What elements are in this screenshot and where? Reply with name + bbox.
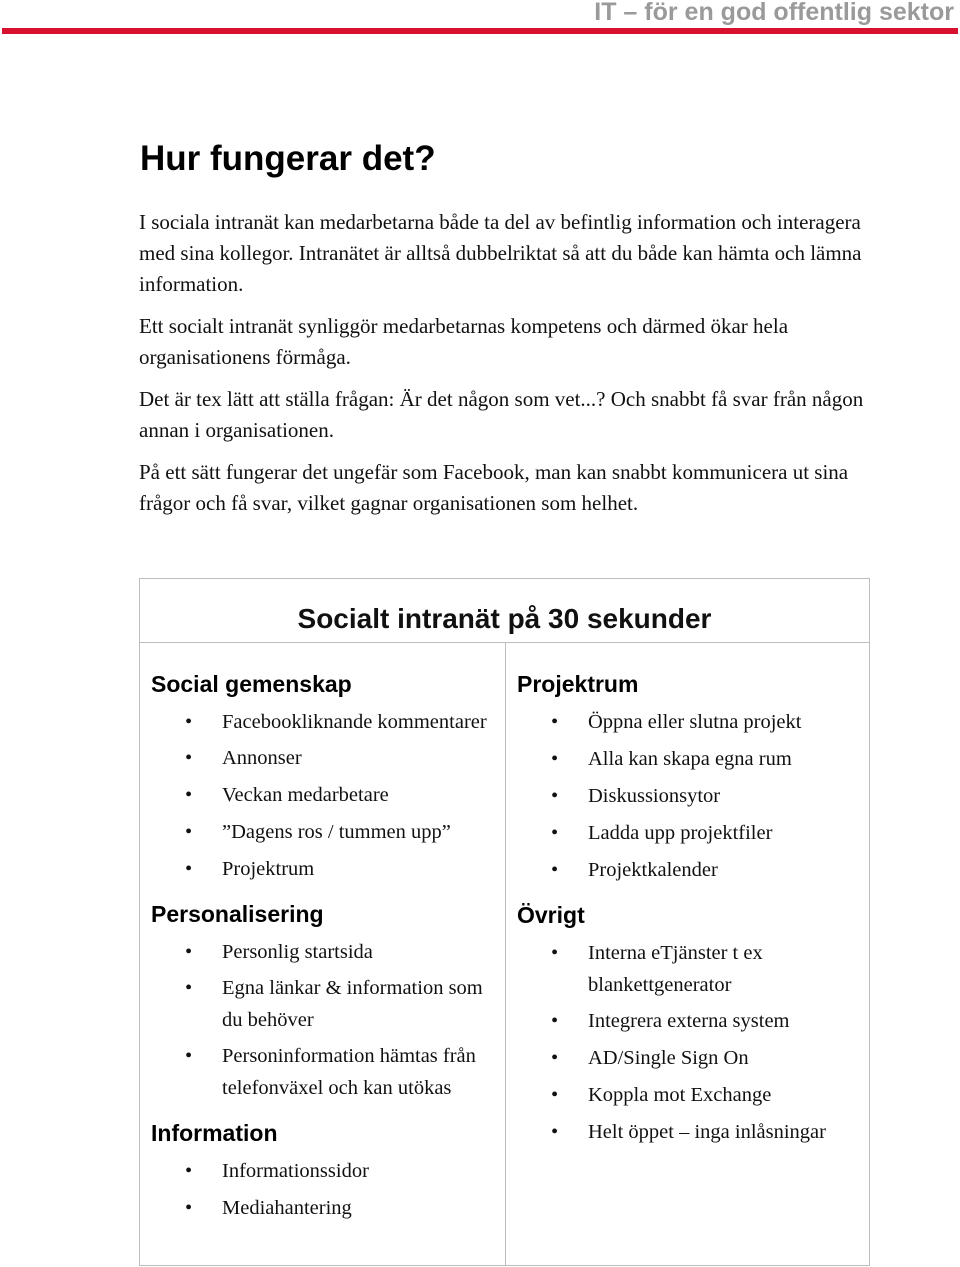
bullet: • xyxy=(185,858,193,880)
list-item: • Öppna eller slutna projekt xyxy=(517,706,867,738)
list-item: • AD/Single Sign On xyxy=(517,1042,867,1074)
section-heading-ovrigt: Övrigt xyxy=(517,902,585,928)
list-item: • Egna länkar & information som du behöver xyxy=(151,972,501,1036)
section-heading-information: Information xyxy=(151,1120,278,1146)
list-information xyxy=(151,1155,501,1224)
bullet: • xyxy=(185,747,193,769)
bullet: • xyxy=(551,1084,559,1106)
list-item: • Annonser xyxy=(151,742,501,774)
bullet: • xyxy=(551,711,559,733)
paragraph-3: Det är tex lätt att ställa frågan: Är det någon som vet...? Och snabbt få svar från någon annan i organisationen. xyxy=(139,387,864,442)
list-ovrigt xyxy=(517,937,867,1148)
bullet: • xyxy=(551,942,559,964)
bullet: • xyxy=(185,977,193,999)
paragraph-2: Ett socialt intranät synliggör medarbetarnas kompetens och därmed ökar hela organisationens förmåga. xyxy=(139,314,789,369)
paragraph-1: I sociala intranät kan medarbetarna både ta del av befintlig information och interagera med sina kollegor. Intranätet är alltså dubbelriktat så att du både kan hämta och lämna information. xyxy=(139,210,862,296)
list-item: • Personinformation hämtas från telefonväxel och kan utökas xyxy=(151,1040,501,1104)
page-title: Hur fungerar det? xyxy=(140,139,436,178)
bullet: • xyxy=(185,821,193,843)
list-item: • Koppla mot Exchange xyxy=(517,1079,867,1111)
body-text xyxy=(139,207,879,530)
bullet: • xyxy=(185,1160,193,1182)
list-item: • Mediahantering xyxy=(151,1192,501,1224)
section-heading-projektrum: Projektrum xyxy=(517,671,639,697)
bullet: • xyxy=(551,1047,559,1069)
summary-box xyxy=(139,578,870,1266)
bullet: • xyxy=(551,748,559,770)
bullet: • xyxy=(551,822,559,844)
bullet: • xyxy=(185,784,193,806)
bullet: • xyxy=(185,1197,193,1219)
section-heading-personalisering: Personalisering xyxy=(151,901,324,927)
header-rule xyxy=(2,28,958,34)
left-column xyxy=(151,643,501,1224)
list-item: • Alla kan skapa egna rum xyxy=(517,743,867,775)
right-column xyxy=(517,643,867,1148)
list-item: • Personlig startsida xyxy=(151,936,501,968)
list-item: • Facebookliknande kommentarer xyxy=(151,706,501,738)
paragraph-4: På ett sätt fungerar det ungefär som Facebook, man kan snabbt kommunicera ut sina frågor och få svar, vilket gagnar organisationen som helhet. xyxy=(139,460,849,515)
section-heading-social: Social gemenskap xyxy=(151,671,352,697)
list-item: • ”Dagens ros / tummen upp” xyxy=(151,816,501,848)
list-item: • Ladda upp projektfiler xyxy=(517,817,867,849)
list-item: • Helt öppet – inga inlåsningar xyxy=(517,1116,867,1148)
bullet: • xyxy=(185,711,193,733)
bullet: • xyxy=(551,1121,559,1143)
list-item: • Informationssidor xyxy=(151,1155,501,1187)
list-item: • Diskussionsytor xyxy=(517,780,867,812)
list-item: • Projektrum xyxy=(151,853,501,885)
list-item: • Interna eTjänster t ex blankettgenerator xyxy=(517,937,867,1001)
bullet: • xyxy=(551,1010,559,1032)
column-divider xyxy=(505,643,506,1265)
list-social xyxy=(151,706,501,885)
bullet: • xyxy=(185,1045,193,1067)
running-header: IT – för en god offentlig sektor xyxy=(594,0,954,26)
list-item: • Veckan medarbetare xyxy=(151,779,501,811)
list-item: • Integrera externa system xyxy=(517,1005,867,1037)
bullet: • xyxy=(185,941,193,963)
list-item: • Projektkalender xyxy=(517,854,867,886)
bullet: • xyxy=(551,859,559,881)
list-projektrum xyxy=(517,706,867,886)
summary-box-title: Socialt intranät på 30 sekunder xyxy=(140,579,869,643)
bullet: • xyxy=(551,785,559,807)
list-personalisering xyxy=(151,936,501,1104)
